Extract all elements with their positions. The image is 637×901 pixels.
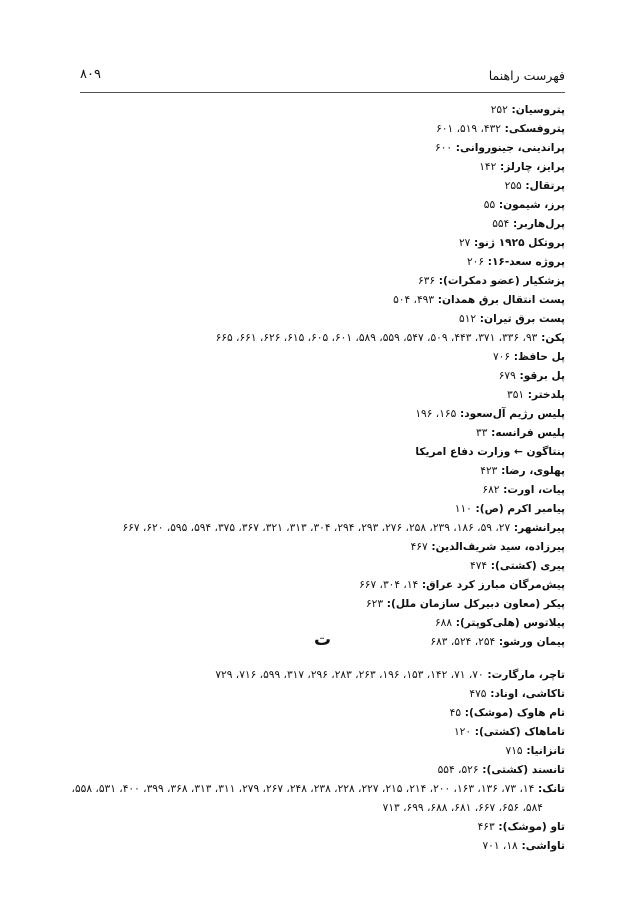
entry-term: پل حافظ [517, 351, 565, 363]
index-entry: پلیس فرانسه: ۳۳ [476, 427, 565, 439]
index-entry: تاکاشی، اوناد: ۴۷۵ [469, 688, 565, 700]
index-entry: پیری (کشتی): ۴۷۴ [470, 560, 565, 572]
entry-pages: ۲۵۴، ۵۲۴، ۶۸۳ [430, 636, 496, 648]
index-entry: پروژه سعد-۱۶: ۲۰۶ [466, 256, 565, 268]
index-entry: تانک: ۱۴، ۷۳، ۱۳۶، ۱۶۳، ۲۰۰، ۲۱۴، ۲۱۵، ۲۲۷، ۲۲۸، ۲۳۸، ۲۴۸، ۲۶۷، ۲۷۹، ۳۱۱، ۳۱۳، ۳۶۸، ۳۹۹، ۴۰۰، ۵۳۱، ۵۵۸، [71, 783, 565, 795]
index-entry: پکن: ۹۳، ۳۳۶، ۳۷۱، ۴۴۳، ۵۰۹، ۵۴۷، ۵۵۹، ۵۸۹، ۶۰۱، ۶۰۵، ۶۱۵، ۶۲۶، ۶۶۱، ۶۶۵ [215, 332, 565, 344]
entry-pages: ۴۶۷ [410, 541, 428, 553]
running-header [80, 64, 565, 93]
entry-term: پلیس رژیم آل‌سعود [464, 408, 565, 420]
index-entry: پل برقو: ۶۷۹ [498, 370, 565, 382]
entry-pages: ۶۲۳ [365, 598, 384, 610]
entry-pages: ۱۲۰ [453, 726, 472, 738]
entry-pages: ۱۴، ۷۳، ۱۳۶، ۱۶۳، ۲۰۰، ۲۱۴، ۲۱۵، ۲۲۷، ۲۲۸، ۲۳۸، ۲۴۸، ۲۶۷، ۲۷۹، ۳۱۱، ۳۱۳، ۳۶۸، ۳۹۹، ۴۰۰، ۵۳۱، ۵۵۸، [71, 783, 535, 795]
entry-pages: ۱۸، ۷۰۱ [482, 840, 518, 852]
index-entry: تاچر، مارگارت: ۷۰، ۷۱، ۱۴۲، ۱۵۳، ۱۹۶، ۲۶۳، ۲۸۳، ۲۹۶، ۳۱۷، ۵۹۹، ۷۱۶، ۷۲۹ [215, 669, 565, 681]
index-entry: تانسند (کشتی): ۵۲۶، ۵۵۴ [437, 764, 565, 776]
entry-pages: ۲۰۶ [466, 256, 485, 268]
entry-term: تاچر، مارگارت [491, 669, 565, 681]
entry-term: پست انتقال برق همدان [441, 294, 565, 306]
entry-term: تاماهاک (کشتی) [478, 726, 565, 738]
entry-term: پلدختر [532, 389, 565, 401]
entry-pages: ۷۰، ۷۱، ۱۴۲، ۱۵۳، ۱۹۶، ۲۶۳، ۲۸۳، ۲۹۶، ۳۱۷، ۵۹۹، ۷۱۶، ۷۲۹ [215, 669, 484, 681]
index-section-te [71, 666, 565, 856]
entry-term: پتروفسکی [508, 123, 565, 135]
entry-pages: ۱۴۲ [479, 161, 497, 173]
index-entry: پلیس رژیم آل‌سعود: ۱۶۵، ۱۹۶ [415, 408, 565, 420]
entry-pages: ۵۱۲ [459, 313, 477, 325]
entry-pages: ۶۰۰ [435, 142, 453, 154]
entry-term: پهلوی، رضا [505, 465, 565, 477]
header-title: فهرست راهنما [488, 68, 565, 83]
index-entry: پیرانشهر: ۲۷، ۵۹، ۱۸۶، ۲۳۹، ۲۵۸، ۲۷۶، ۲۹۳، ۲۹۴، ۳۰۴، ۳۱۳، ۳۲۱، ۳۶۷، ۳۷۵، ۵۹۴، ۵۹۵، ۶۲۰، ۶۶۷ [122, 522, 565, 534]
entry-term: تانک [542, 783, 565, 795]
index-entry: پیش‌مرگان مبارز کرد عراق: ۱۴، ۳۰۴، ۶۶۷ [359, 579, 565, 591]
entry-term: پزشکیار (عضو دمکرات) [443, 275, 565, 287]
entry-pages: ۴۳۲، ۵۱۹، ۶۰۱ [436, 123, 501, 135]
entry-pages: ۷۱۵ [505, 745, 523, 757]
entry-term: پیلاتوس (هلی‌کوپتر) [459, 617, 565, 629]
index-entry: پتروفسکی: ۴۳۲، ۵۱۹، ۶۰۱ [436, 123, 565, 135]
entry-pages: ۳۵۱ [507, 389, 525, 401]
entry-term: پرایز، چارلز [504, 161, 565, 173]
entry-term: پرل‌هاربر [517, 218, 565, 230]
index-entry: پزشکیار (عضو دمکرات): ۶۳۶ [418, 275, 565, 287]
entry-pages: ۵۲۶، ۵۵۴ [437, 764, 479, 776]
entry-term: تاو (موشک) [502, 821, 565, 833]
entry-pages: ۶۷۹ [498, 370, 516, 382]
section-letter-heading: ت [313, 630, 332, 650]
entry-pages: ۶۸۸ [434, 617, 453, 629]
entry-term: تانسند (کشتی) [486, 764, 565, 776]
entry-pages: ۱۱۰ [454, 503, 472, 515]
index-entry: پیلاتوس (هلی‌کوپتر): ۶۸۸ [434, 617, 565, 629]
entry-term: پیامبر اکرم (ص) [479, 503, 565, 515]
index-entry: پروتکل ۱۹۲۵ ژنو: ۲۷ [458, 237, 565, 249]
entry-term: پکن [545, 332, 565, 344]
entry-term: پیات، اورت [507, 484, 565, 496]
entry-term: پرز، شیمون [503, 199, 565, 211]
entry-pages: ۲۷، ۵۹، ۱۸۶، ۲۳۹، ۲۵۸، ۲۷۶، ۲۹۳، ۲۹۴، ۳۰۴، ۳۱۳، ۳۲۱، ۳۶۷، ۳۷۵، ۵۹۴، ۵۹۵، ۶۲۰، ۶۶۷ [122, 522, 511, 534]
index-entry [80, 443, 565, 462]
index-entry: پتروسیان: ۲۵۲ [490, 104, 565, 116]
entry-term: پتروسیان [515, 104, 565, 116]
entry-term: پیش‌مرگان مبارز کرد عراق [426, 579, 565, 591]
entry-term: تانزانیا [530, 745, 565, 757]
index-entry: پیامبر اکرم (ص): ۱۱۰ [454, 503, 565, 515]
index-entry: پهلوی، رضا: ۴۲۳ [480, 465, 565, 477]
entry-term: تاکاشی، اوناد [494, 688, 565, 700]
entry-term: پست برق تیران [484, 313, 565, 325]
entry-term: تاواشی [525, 840, 565, 852]
entry-pages: ۴۷۴ [470, 560, 488, 572]
entry-pages: ۱۶۵، ۱۹۶ [415, 408, 457, 420]
index-entry: پیکر (معاون دبیرکل سازمان ملل): ۶۲۳ [365, 598, 565, 610]
index-entry: پلدختر: ۳۵۱ [507, 389, 565, 401]
entry-term: پیری (کشتی) [495, 560, 565, 572]
entry-pages: ۶۳۶ [418, 275, 436, 287]
index-entry: پست انتقال برق همدان: ۴۹۳، ۵۰۴ [393, 294, 565, 306]
entry-pages: ۴۹۳، ۵۰۴ [393, 294, 435, 306]
index-entry: پرایز، چارلز: ۱۴۲ [479, 161, 565, 173]
index-entry: پیمان ورشو: ۲۵۴، ۵۲۴، ۶۸۳ [430, 636, 565, 648]
index-entry: تام هاوک (موشک): ۴۵ [449, 707, 565, 719]
entry-term: پروتکل ۱۹۲۵ ژنو [478, 237, 565, 249]
entry-term: پیمان ورشو [503, 636, 565, 648]
index-entry: پیات، اورت: ۶۸۲ [482, 484, 565, 496]
entry-term: پلیس فرانسه [495, 427, 565, 439]
entry-pages-continued: ۵۸۴، ۶۵۶، ۶۶۷، ۶۸۱، ۶۸۸، ۶۹۹، ۷۱۳ [382, 802, 543, 814]
entry-pages: ۵۵ [483, 199, 496, 211]
entry-term: پیرزاده، سید شریف‌الدین [435, 541, 565, 553]
index-entry: پیرزاده، سید شریف‌الدین: ۴۶۷ [410, 541, 565, 553]
entry-term: پراندینی، جینوروانی [460, 142, 565, 154]
index-entry: تاماهاک (کشتی): ۱۲۰ [453, 726, 565, 738]
entry-pages: ۱۴، ۳۰۴، ۶۶۷ [359, 579, 419, 591]
entry-pages: ۹۳، ۳۳۶، ۳۷۱، ۴۴۳، ۵۰۹، ۵۴۷، ۵۵۹، ۵۸۹، ۶۰۱، ۶۰۵، ۶۱۵، ۶۲۶، ۶۶۱، ۶۶۵ [215, 332, 538, 344]
index-entry: پست برق تیران: ۵۱۲ [459, 313, 565, 325]
entry-term: پیرانشهر [518, 522, 565, 534]
entry-pages: ۳۳ [476, 427, 488, 439]
index-entry: پل حافظ: ۷۰۶ [492, 351, 565, 363]
entry-pages: ۴۵ [449, 707, 462, 719]
entry-term: تام هاوک (موشک) [468, 707, 565, 719]
entry-pages: ۲۵۲ [490, 104, 508, 116]
entry-pages: ۵۵۴ [492, 218, 510, 230]
entry-pages: ۶۸۲ [482, 484, 500, 496]
entry-pages: ۲۷ [458, 237, 471, 249]
entry-pages: ۴۶۳ [477, 821, 495, 833]
index-entry: پرل‌هاربر: ۵۵۴ [492, 218, 565, 230]
entry-term: پرتقال [529, 180, 565, 192]
entry-term: پیکر (معاون دبیرکل سازمان ملل) [391, 598, 565, 610]
index-entry: پراندینی، جینوروانی: ۶۰۰ [435, 142, 565, 154]
entry-pages: ۲۵۵ [504, 180, 522, 192]
page-number: ۸۰۹ [80, 67, 101, 82]
entry-term: پنتاگون ← وزارت دفاع امریکا [415, 446, 565, 458]
entry-term: پروژه سعد-۱۶ [491, 256, 565, 268]
index-section-pe [80, 101, 565, 652]
entry-pages: ۷۰۶ [492, 351, 511, 363]
index-entry: پرز، شیمون: ۵۵ [483, 199, 565, 211]
entry-pages: ۴۲۳ [480, 465, 498, 477]
index-entry: تاواشی: ۱۸، ۷۰۱ [482, 840, 565, 852]
entry-term: پل برقو [523, 370, 565, 382]
index-entry: پرتقال: ۲۵۵ [504, 180, 565, 192]
index-entry: تاو (موشک): ۴۶۳ [477, 821, 565, 833]
entry-pages: ۴۷۵ [469, 688, 487, 700]
index-entry: تانزانیا: ۷۱۵ [505, 745, 565, 757]
